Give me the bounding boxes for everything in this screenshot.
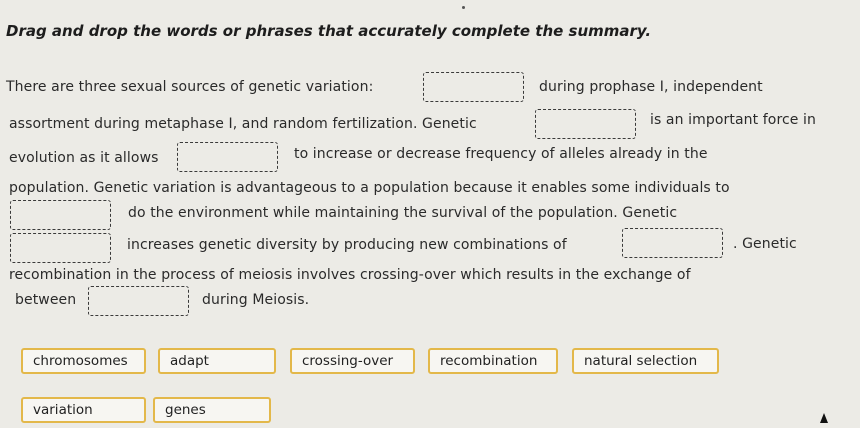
- summary-text: increases genetic diversity by producing new combinations of: [127, 237, 567, 253]
- drop-target-2[interactable]: [535, 109, 636, 139]
- summary-text: There are three sexual sources of genetic variation:: [6, 79, 374, 95]
- word-chip-adapt[interactable]: adapt: [158, 348, 276, 374]
- summary-text: population. Genetic variation is advantageous to a population because it enables some individuals to: [9, 180, 730, 196]
- summary-text: to increase or decrease frequency of alleles already in the: [294, 146, 708, 162]
- summary-text: is an important force in: [650, 112, 817, 128]
- drop-target-5[interactable]: [10, 233, 111, 263]
- summary-text: . Genetic: [733, 236, 797, 252]
- word-chip-chromosomes[interactable]: chromosomes: [21, 348, 146, 374]
- drop-target-6[interactable]: [622, 228, 723, 258]
- summary-text: do the environment while maintaining the survival of the population. Genetic: [128, 205, 678, 221]
- word-chip-genes[interactable]: genes: [153, 397, 271, 423]
- word-chip-crossing-over[interactable]: crossing-over: [290, 348, 415, 374]
- drop-target-1[interactable]: [423, 72, 524, 102]
- word-chip-natural-selection[interactable]: natural selection: [572, 348, 719, 374]
- question-instruction: Drag and drop the words or phrases that accurately complete the summary.: [6, 22, 652, 40]
- drop-target-3[interactable]: [177, 142, 278, 172]
- summary-text: between: [15, 292, 77, 308]
- summary-text: during Meiosis.: [202, 292, 310, 308]
- summary-text: recombination in the process of meiosis involves crossing-over which results in the exchange of: [9, 267, 691, 283]
- word-chip-variation[interactable]: variation: [21, 397, 146, 423]
- drop-target-7[interactable]: [88, 286, 189, 316]
- summary-text: evolution as it allows: [9, 150, 159, 166]
- word-chip-recombination[interactable]: recombination: [428, 348, 558, 374]
- mouse-cursor-icon: [820, 413, 828, 423]
- drop-target-4[interactable]: [10, 200, 111, 230]
- summary-text: assortment during metaphase I, and random fertilization. Genetic: [9, 116, 477, 132]
- decorative-dot: [462, 6, 465, 9]
- summary-text: during prophase I, independent: [539, 79, 763, 95]
